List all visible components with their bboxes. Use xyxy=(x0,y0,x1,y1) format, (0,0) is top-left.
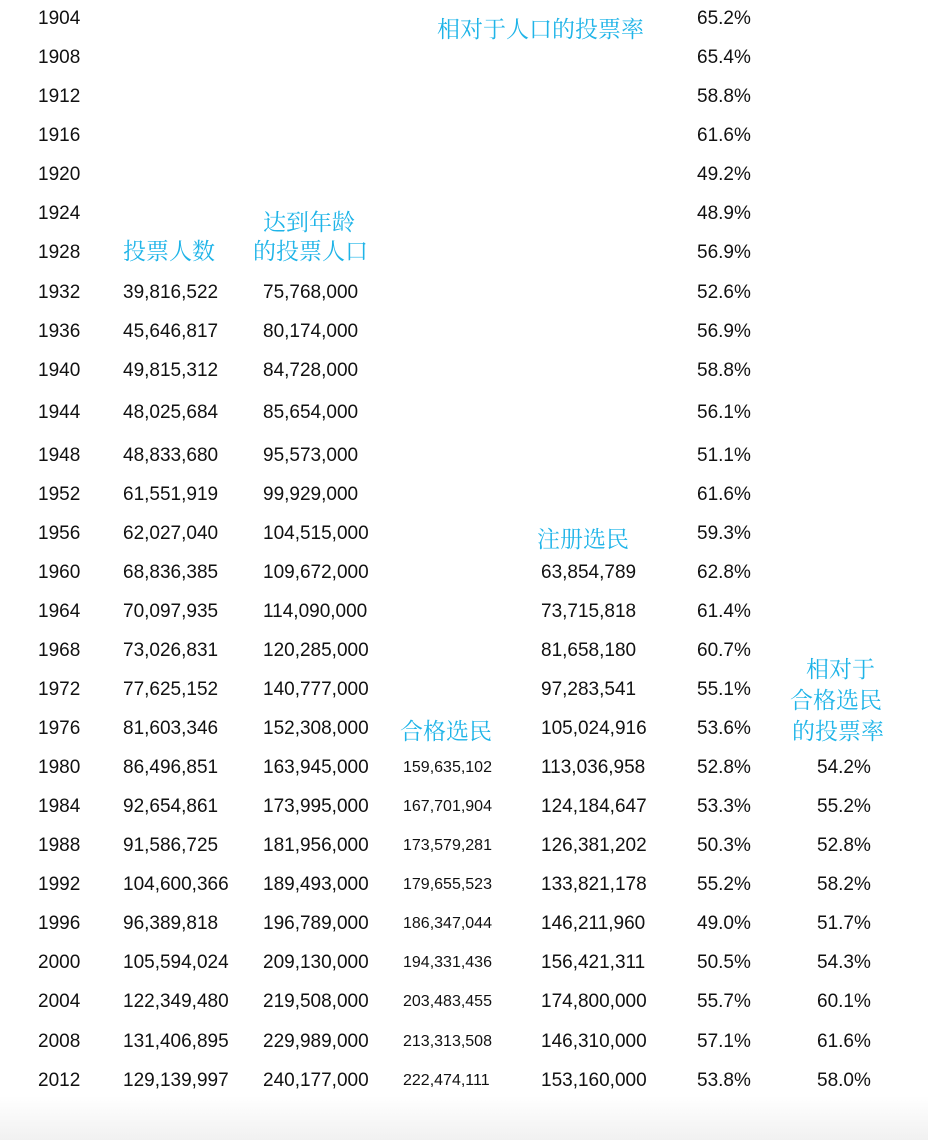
cell-registered-voters: 97,283,541 xyxy=(541,679,637,700)
table-row xyxy=(0,82,928,112)
cell-votes-cast: 62,027,040 xyxy=(123,523,219,544)
cell-votes-cast: 122,349,480 xyxy=(123,991,229,1012)
cell-turnout-eligible: 60.1% xyxy=(817,991,871,1012)
cell-turnout-population: 56.9% xyxy=(697,321,751,342)
cell-registered-voters: 124,184,647 xyxy=(541,796,647,817)
cell-turnout-eligible: 61.6% xyxy=(817,1031,871,1052)
cell-votes-cast: 77,625,152 xyxy=(123,679,219,700)
cell-turnout-population: 53.6% xyxy=(697,718,751,739)
cell-turnout-population: 65.2% xyxy=(697,8,751,29)
cell-turnout-population: 52.6% xyxy=(697,282,751,303)
cell-turnout-eligible: 54.2% xyxy=(817,757,871,778)
cell-voting-age-population: 95,573,000 xyxy=(263,445,359,466)
cell-registered-voters: 105,024,916 xyxy=(541,718,647,739)
cell-year: 1936 xyxy=(38,321,81,342)
cell-eligible-voters: 173,579,281 xyxy=(403,837,492,854)
table-row xyxy=(0,43,928,73)
cell-registered-voters: 146,310,000 xyxy=(541,1031,647,1052)
cell-turnout-population: 61.6% xyxy=(697,125,751,146)
cell-year: 2008 xyxy=(38,1031,81,1052)
cell-votes-cast: 86,496,851 xyxy=(123,757,219,778)
cell-registered-voters: 81,658,180 xyxy=(541,640,637,661)
cell-year: 1932 xyxy=(38,282,81,303)
cell-year: 2004 xyxy=(38,991,81,1012)
cell-votes-cast: 48,025,684 xyxy=(123,402,219,423)
cell-year: 2000 xyxy=(38,952,81,973)
table-row xyxy=(0,909,928,939)
cell-turnout-population: 56.1% xyxy=(697,402,751,423)
cell-turnout-population: 50.5% xyxy=(697,952,751,973)
cell-turnout-population: 56.9% xyxy=(697,242,751,263)
cell-year: 1944 xyxy=(38,402,81,423)
cell-turnout-population: 55.1% xyxy=(697,679,751,700)
cell-turnout-population: 51.1% xyxy=(697,445,751,466)
cell-turnout-population: 49.2% xyxy=(697,164,751,185)
cell-turnout-population: 57.1% xyxy=(697,1031,751,1052)
table-row xyxy=(0,675,928,705)
table-row xyxy=(0,714,928,744)
cell-voting-age-population: 85,654,000 xyxy=(263,402,359,423)
cell-eligible-voters: 159,635,102 xyxy=(403,759,492,776)
cell-turnout-population: 62.8% xyxy=(697,562,751,583)
cell-voting-age-population: 75,768,000 xyxy=(263,282,359,303)
table-row xyxy=(0,4,928,34)
header-voting-age-population-line1: 达到年龄 xyxy=(263,210,355,236)
cell-voting-age-population: 229,989,000 xyxy=(263,1031,369,1052)
cell-turnout-population: 53.8% xyxy=(697,1070,751,1091)
cell-voting-age-population: 114,090,000 xyxy=(263,601,368,622)
cell-year: 1916 xyxy=(38,125,81,146)
cell-turnout-population: 65.4% xyxy=(697,47,751,68)
cell-turnout-eligible: 51.7% xyxy=(817,913,871,934)
cell-year: 1952 xyxy=(38,484,81,505)
table-row xyxy=(0,870,928,900)
cell-year: 1920 xyxy=(38,164,81,185)
cell-year: 1976 xyxy=(38,718,81,739)
cell-registered-voters: 63,854,789 xyxy=(541,562,637,583)
cell-year: 1968 xyxy=(38,640,81,661)
cell-turnout-eligible: 55.2% xyxy=(817,796,871,817)
cell-turnout-population: 59.3% xyxy=(697,523,751,544)
table-row xyxy=(0,558,928,588)
cell-eligible-voters: 213,313,508 xyxy=(403,1033,492,1050)
cell-turnout-eligible: 52.8% xyxy=(817,835,871,856)
cell-voting-age-population: 120,285,000 xyxy=(263,640,369,661)
cell-year: 1960 xyxy=(38,562,81,583)
table-row xyxy=(0,238,928,268)
cell-turnout-population: 55.7% xyxy=(697,991,751,1012)
cell-turnout-population: 61.4% xyxy=(697,601,751,622)
cell-turnout-population: 61.6% xyxy=(697,484,751,505)
cell-turnout-population: 58.8% xyxy=(697,360,751,381)
cell-eligible-voters: 222,474,111 xyxy=(403,1072,490,1089)
cell-votes-cast: 105,594,024 xyxy=(123,952,229,973)
cell-year: 1928 xyxy=(38,242,81,263)
table-row xyxy=(0,160,928,190)
table-row xyxy=(0,441,928,471)
cell-voting-age-population: 240,177,000 xyxy=(263,1070,369,1091)
cell-turnout-population: 50.3% xyxy=(697,835,751,856)
cell-year: 1984 xyxy=(38,796,81,817)
table-row xyxy=(0,199,928,229)
table-row xyxy=(0,948,928,978)
cell-eligible-voters: 167,701,904 xyxy=(403,798,492,815)
header-eligible-voters: 合格选民 xyxy=(400,719,492,745)
bottom-edge xyxy=(0,1096,928,1140)
cell-voting-age-population: 196,789,000 xyxy=(263,913,369,934)
cell-year: 1980 xyxy=(38,757,81,778)
table-row xyxy=(0,317,928,347)
cell-voting-age-population: 104,515,000 xyxy=(263,523,369,544)
cell-year: 1948 xyxy=(38,445,81,466)
cell-votes-cast: 39,816,522 xyxy=(123,282,219,303)
table-row xyxy=(0,987,928,1017)
table-row xyxy=(0,597,928,627)
cell-turnout-population: 49.0% xyxy=(697,913,751,934)
table-row xyxy=(0,792,928,822)
cell-voting-age-population: 140,777,000 xyxy=(263,679,369,700)
table-row xyxy=(0,121,928,151)
cell-turnout-eligible: 58.0% xyxy=(817,1070,871,1091)
table-row xyxy=(0,636,928,666)
cell-votes-cast: 45,646,817 xyxy=(123,321,219,342)
header-voting-age-population-line2: 的投票人口 xyxy=(253,239,368,265)
cell-turnout-population: 60.7% xyxy=(697,640,751,661)
cell-year: 1924 xyxy=(38,203,81,224)
cell-voting-age-population: 173,995,000 xyxy=(263,796,369,817)
cell-eligible-voters: 179,655,523 xyxy=(403,876,492,893)
cell-registered-voters: 126,381,202 xyxy=(541,835,647,856)
cell-registered-voters: 73,715,818 xyxy=(541,601,637,622)
table-row xyxy=(0,831,928,861)
cell-votes-cast: 49,815,312 xyxy=(123,360,219,381)
cell-voting-age-population: 219,508,000 xyxy=(263,991,369,1012)
cell-voting-age-population: 109,672,000 xyxy=(263,562,369,583)
cell-voting-age-population: 189,493,000 xyxy=(263,874,369,895)
cell-votes-cast: 73,026,831 xyxy=(123,640,219,661)
table-row xyxy=(0,1066,928,1096)
cell-turnout-population: 48.9% xyxy=(697,203,751,224)
cell-votes-cast: 104,600,366 xyxy=(123,874,229,895)
cell-voting-age-population: 209,130,000 xyxy=(263,952,369,973)
cell-year: 1956 xyxy=(38,523,81,544)
cell-year: 1940 xyxy=(38,360,81,381)
cell-turnout-eligible: 58.2% xyxy=(817,874,871,895)
cell-year: 1964 xyxy=(38,601,81,622)
cell-votes-cast: 70,097,935 xyxy=(123,601,219,622)
cell-voting-age-population: 84,728,000 xyxy=(263,360,359,381)
cell-turnout-population: 58.8% xyxy=(697,86,751,107)
cell-registered-voters: 153,160,000 xyxy=(541,1070,647,1091)
cell-year: 1904 xyxy=(38,8,81,29)
cell-eligible-voters: 186,347,044 xyxy=(403,915,492,932)
table-row xyxy=(0,519,928,549)
cell-year: 2012 xyxy=(38,1070,81,1091)
cell-votes-cast: 92,654,861 xyxy=(123,796,219,817)
cell-voting-age-population: 163,945,000 xyxy=(263,757,369,778)
header-turnout-eligible-line1: 相对于 xyxy=(806,657,875,683)
header-registered-voters: 注册选民 xyxy=(537,527,629,553)
cell-year: 1996 xyxy=(38,913,81,934)
cell-registered-voters: 113,036,958 xyxy=(541,757,646,778)
header-turnout-eligible-line3: 的投票率 xyxy=(792,719,884,745)
cell-voting-age-population: 181,956,000 xyxy=(263,835,369,856)
cell-turnout-population: 53.3% xyxy=(697,796,751,817)
table-row xyxy=(0,356,928,386)
cell-year: 1912 xyxy=(38,86,81,107)
cell-registered-voters: 174,800,000 xyxy=(541,991,647,1012)
cell-votes-cast: 91,586,725 xyxy=(123,835,219,856)
cell-votes-cast: 68,836,385 xyxy=(123,562,219,583)
table-row xyxy=(0,1027,928,1057)
cell-year: 1988 xyxy=(38,835,81,856)
table-row xyxy=(0,278,928,308)
header-votes-cast: 投票人数 xyxy=(123,239,215,265)
table-row xyxy=(0,753,928,783)
cell-year: 1972 xyxy=(38,679,81,700)
cell-year: 1992 xyxy=(38,874,81,895)
cell-votes-cast: 96,389,818 xyxy=(123,913,219,934)
cell-voting-age-population: 80,174,000 xyxy=(263,321,359,342)
cell-turnout-eligible: 54.3% xyxy=(817,952,871,973)
header-turnout-population: 相对于人口的投票率 xyxy=(437,17,644,43)
table-row xyxy=(0,480,928,510)
table-row xyxy=(0,398,928,428)
header-turnout-eligible-line2: 合格选民 xyxy=(790,688,882,714)
cell-votes-cast: 81,603,346 xyxy=(123,718,219,739)
cell-turnout-population: 52.8% xyxy=(697,757,751,778)
cell-registered-voters: 146,211,960 xyxy=(541,913,646,934)
cell-eligible-voters: 203,483,455 xyxy=(403,993,492,1010)
cell-votes-cast: 131,406,895 xyxy=(123,1031,229,1052)
cell-votes-cast: 61,551,919 xyxy=(123,484,219,505)
cell-turnout-population: 55.2% xyxy=(697,874,751,895)
cell-eligible-voters: 194,331,436 xyxy=(403,954,492,971)
cell-registered-voters: 156,421,311 xyxy=(541,952,646,973)
cell-voting-age-population: 99,929,000 xyxy=(263,484,359,505)
cell-votes-cast: 48,833,680 xyxy=(123,445,219,466)
cell-registered-voters: 133,821,178 xyxy=(541,874,647,895)
cell-year: 1908 xyxy=(38,47,81,68)
cell-voting-age-population: 152,308,000 xyxy=(263,718,369,739)
cell-votes-cast: 129,139,997 xyxy=(123,1070,229,1091)
